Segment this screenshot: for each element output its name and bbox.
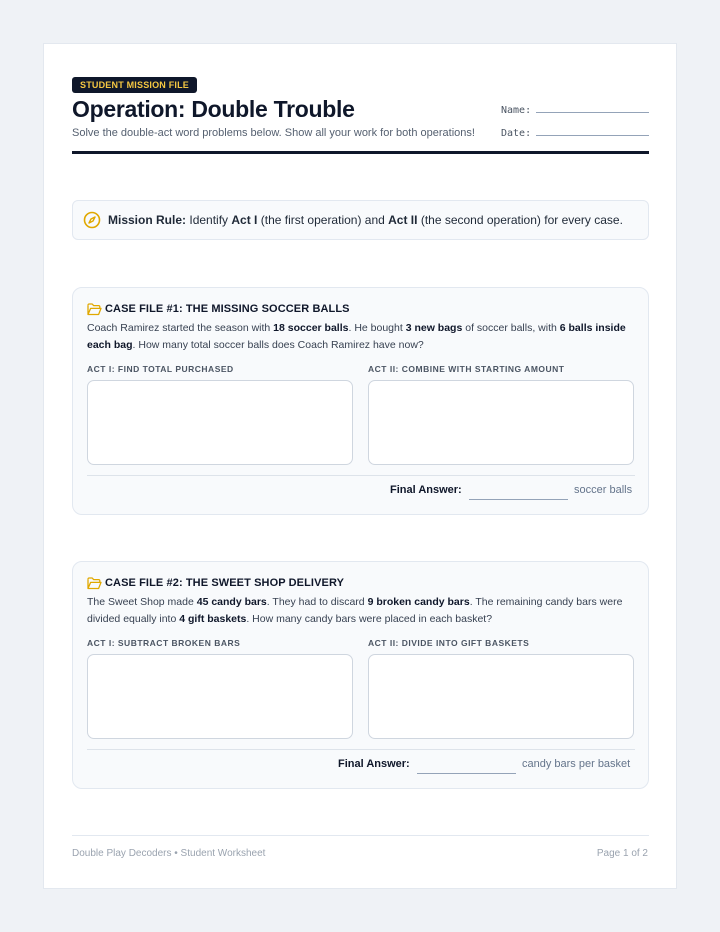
case-divider [87,475,635,476]
act-two-label: ACT II: DIVIDE INTO GIFT BASKETS [368,638,530,648]
act-two-work-area[interactable] [368,654,634,739]
problem-key-fact: 6 balls inside each bag [87,322,626,351]
mission-rule-text [108,213,623,227]
final-answer-field[interactable] [417,773,516,774]
footer-divider [72,835,649,836]
problem-text-part: Coach Ramirez started the season with [87,322,274,334]
case-problem-text [87,320,637,354]
problem-key-fact: 3 new bags [405,322,463,334]
problem-text-part: . He bought [348,322,406,334]
problem-key-fact: 18 soccer balls [273,322,349,334]
mission-file-badge: STUDENT MISSION FILE [72,77,197,93]
act-one-work-area[interactable] [87,380,353,465]
case-divider [87,749,635,750]
worksheet-page [43,43,677,889]
case-header [87,575,344,591]
act-one-label: ACT I: FIND TOTAL PURCHASED [87,364,234,374]
mission-rule-banner [72,200,649,240]
problem-key-fact: 45 candy bars [196,596,267,608]
act-one-label: ACT I: SUBTRACT BROKEN BARS [87,638,241,648]
problem-key-fact: 4 gift baskets [179,613,247,625]
problem-text-part: . How many candy bars were placed in each basket? [246,613,493,625]
problem-text-part: of soccer balls, with [462,322,560,334]
act-two-work-area[interactable] [368,380,634,465]
page-title: Operation: Double Trouble [72,96,355,122]
final-answer-label: Final Answer: [338,758,410,770]
folder-open-icon [87,303,102,316]
date-label: Date: [501,128,532,139]
page-number: Page 1 of 2 [596,848,648,859]
act-two-label: ACT II: COMBINE WITH STARTING AMOUNT [368,364,565,374]
footer-title: Double Play Decoders • Student Worksheet [72,848,266,859]
problem-text-part: . They had to discard [266,596,368,608]
case-file-2 [72,561,649,789]
header-divider [72,151,649,154]
mission-rule-text-part: Identify [189,213,232,227]
final-answer-unit: soccer balls [574,484,633,496]
compass-icon [83,211,101,229]
mission-rule-text-part: (the first operation) and [257,213,389,227]
mission-rule-text-part: (the second operation) for every case. [417,213,623,227]
case-file-1 [72,287,649,515]
case-header [87,301,350,317]
final-answer-label: Final Answer: [390,484,462,496]
case-problem-text [87,594,637,628]
problem-text-part: The Sweet Shop made [87,596,197,608]
final-answer-field[interactable] [469,499,568,500]
name-field[interactable] [536,112,649,113]
act-two-term: Act II [388,213,418,227]
case-title: CASE FILE #2: THE SWEET SHOP DELIVERY [105,577,345,589]
page-subtitle: Solve the double-act word problems below. Show all your work for both operations! [72,127,475,139]
act-one-term: Act I [231,213,258,227]
name-label: Name: [501,105,532,116]
date-field[interactable] [536,135,649,136]
final-answer-unit: candy bars per basket [522,758,631,770]
problem-text-part: . The remaining candy bars were divided equally into [87,596,623,625]
mission-rule-label: Mission Rule: [108,213,187,227]
folder-open-icon [87,577,102,590]
case-title: CASE FILE #1: THE MISSING SOCCER BALLS [105,303,350,315]
act-one-work-area[interactable] [87,654,353,739]
problem-text-part: . How many total soccer balls does Coach Ramirez have now? [132,339,424,351]
problem-key-fact: 9 broken candy bars [367,596,470,608]
